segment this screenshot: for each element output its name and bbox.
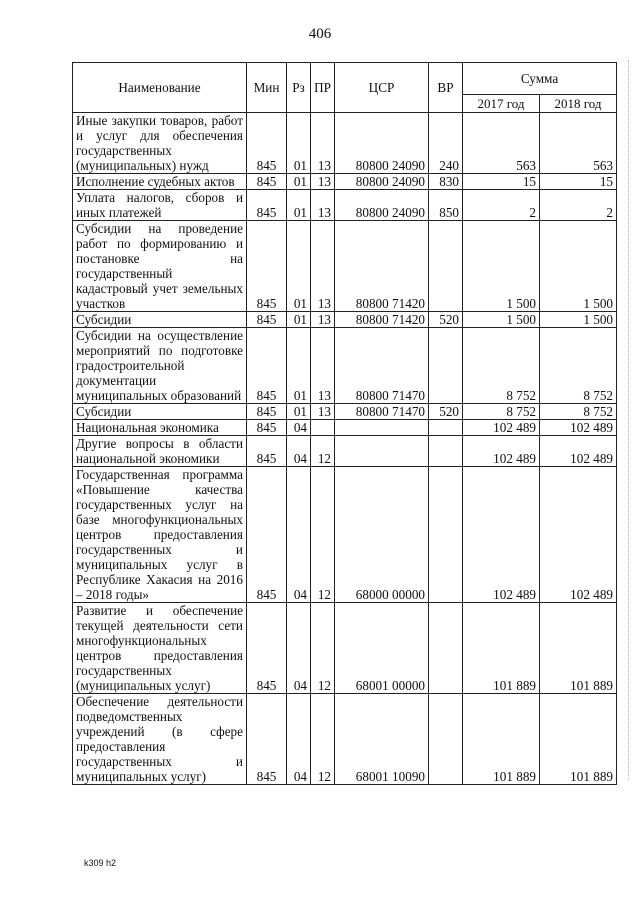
row-name: Развитие и обеспечение текущей деятельности сети многофункциональных центров предоставления государственных (муниципальных услуг): [73, 603, 247, 694]
row-sum-2018: 101 889: [540, 603, 617, 694]
row-name: Уплата налогов, сборов и иных платежей: [73, 190, 247, 221]
row-sum-2018: 2: [540, 190, 617, 221]
row-sum-2018: 102 489: [540, 467, 617, 603]
row-vr: [429, 694, 463, 785]
table-row: [73, 312, 617, 328]
row-sum-2017: 8 752: [463, 404, 540, 420]
row-csr: 80800 24090: [335, 174, 429, 190]
row-vr: [429, 467, 463, 603]
row-sum-2018: 8 752: [540, 328, 617, 404]
row-sum-2018: 102 489: [540, 420, 617, 436]
row-min: 845: [247, 312, 287, 328]
row-pr: 13: [311, 312, 335, 328]
row-pr: 13: [311, 404, 335, 420]
row-sum-2018: 101 889: [540, 694, 617, 785]
row-vr: 850: [429, 190, 463, 221]
row-rz: 01: [287, 113, 311, 174]
row-min: 845: [247, 113, 287, 174]
row-pr: 13: [311, 221, 335, 312]
row-min: 845: [247, 467, 287, 603]
row-vr: [429, 328, 463, 404]
table-body: [73, 113, 617, 785]
row-sum-2017: 8 752: [463, 328, 540, 404]
row-csr: 80800 71470: [335, 404, 429, 420]
table-row: [73, 420, 617, 436]
row-vr: [429, 420, 463, 436]
row-name: Субсидии на осуществление мероприятий по подготовке градостроительной документации муниципальных образований: [73, 328, 247, 404]
table-row: [73, 467, 617, 603]
row-pr: 13: [311, 328, 335, 404]
row-min: 845: [247, 694, 287, 785]
header-csr: ЦСР: [335, 63, 429, 113]
row-vr: [429, 221, 463, 312]
row-csr: 80800 24090: [335, 113, 429, 174]
header-vr: ВР: [429, 63, 463, 113]
table-row: [73, 436, 617, 467]
row-csr: 68001 00000: [335, 603, 429, 694]
row-name: Субсидии на проведение работ по формированию и постановке на государственный кадастровый учет земельных участков: [73, 221, 247, 312]
row-pr: [311, 420, 335, 436]
row-name: Обеспечение деятельности подведомственных учреждений (в сфере предоставления государственных и муниципальных услуг): [73, 694, 247, 785]
row-name: Государственная программа «Повышение качества государственных услуг на базе многофункциональных центров предоставления государственных и муниципальных услуг в Республике Хакасия на 2016 – 2018 годы»: [73, 467, 247, 603]
row-sum-2017: 102 489: [463, 467, 540, 603]
row-rz: 04: [287, 467, 311, 603]
row-rz: 01: [287, 174, 311, 190]
row-min: 845: [247, 404, 287, 420]
row-rz: 01: [287, 312, 311, 328]
row-pr: 12: [311, 694, 335, 785]
row-sum-2017: 2: [463, 190, 540, 221]
row-name: Другие вопросы в области национальной экономики: [73, 436, 247, 467]
row-sum-2018: 1 500: [540, 312, 617, 328]
row-name: Национальная экономика: [73, 420, 247, 436]
row-rz: 01: [287, 404, 311, 420]
table-row: [73, 404, 617, 420]
row-pr: 12: [311, 436, 335, 467]
page-edge-divider: [628, 60, 629, 780]
row-pr: 12: [311, 603, 335, 694]
row-csr: [335, 436, 429, 467]
table-row: [73, 694, 617, 785]
row-min: 845: [247, 328, 287, 404]
row-vr: 830: [429, 174, 463, 190]
row-vr: 520: [429, 404, 463, 420]
table-row: [73, 190, 617, 221]
row-sum-2018: 102 489: [540, 436, 617, 467]
row-sum-2017: 1 500: [463, 221, 540, 312]
header-name: Наименование: [73, 63, 247, 113]
row-rz: 04: [287, 436, 311, 467]
row-csr: 68001 10090: [335, 694, 429, 785]
row-vr: 240: [429, 113, 463, 174]
header-rz: Рз: [287, 63, 311, 113]
row-sum-2017: 1 500: [463, 312, 540, 328]
row-min: 845: [247, 174, 287, 190]
table-row: [73, 221, 617, 312]
row-rz: 01: [287, 221, 311, 312]
row-sum-2018: 563: [540, 113, 617, 174]
row-rz: 04: [287, 694, 311, 785]
row-min: 845: [247, 603, 287, 694]
row-sum-2018: 1 500: [540, 221, 617, 312]
row-min: 845: [247, 420, 287, 436]
row-csr: 80800 71420: [335, 312, 429, 328]
row-rz: 04: [287, 420, 311, 436]
row-name: Субсидии: [73, 404, 247, 420]
row-sum-2018: 8 752: [540, 404, 617, 420]
row-min: 845: [247, 190, 287, 221]
header-pr: ПР: [311, 63, 335, 113]
row-name: Иные закупки товаров, работ и услуг для обеспечения государственных (муниципальных) нужд: [73, 113, 247, 174]
table-row: [73, 328, 617, 404]
row-csr: [335, 420, 429, 436]
row-sum-2018: 15: [540, 174, 617, 190]
row-rz: 01: [287, 190, 311, 221]
row-sum-2017: 15: [463, 174, 540, 190]
table-row: [73, 174, 617, 190]
row-sum-2017: 102 489: [463, 420, 540, 436]
header-min: Мин: [247, 63, 287, 113]
row-vr: [429, 436, 463, 467]
row-min: 845: [247, 221, 287, 312]
row-sum-2017: 101 889: [463, 694, 540, 785]
header-year-2017: 2017 год: [463, 95, 540, 113]
table-row: [73, 603, 617, 694]
row-vr: [429, 603, 463, 694]
row-rz: 01: [287, 328, 311, 404]
header-sum: Сумма: [463, 63, 617, 95]
budget-table: [72, 62, 617, 785]
row-rz: 04: [287, 603, 311, 694]
table-row: [73, 113, 617, 174]
row-pr: 13: [311, 113, 335, 174]
row-sum-2017: 102 489: [463, 436, 540, 467]
row-sum-2017: 563: [463, 113, 540, 174]
row-pr: 13: [311, 190, 335, 221]
page-number: 406: [308, 26, 332, 42]
row-csr: 80800 71420: [335, 221, 429, 312]
row-csr: 80800 71470: [335, 328, 429, 404]
row-min: 845: [247, 436, 287, 467]
row-pr: 12: [311, 467, 335, 603]
header-year-2018: 2018 год: [540, 95, 617, 113]
row-name: Субсидии: [73, 312, 247, 328]
row-csr: 80800 24090: [335, 190, 429, 221]
row-name: Исполнение судебных актов: [73, 174, 247, 190]
row-csr: 68000 00000: [335, 467, 429, 603]
row-vr: 520: [429, 312, 463, 328]
row-sum-2017: 101 889: [463, 603, 540, 694]
row-pr: 13: [311, 174, 335, 190]
table-header: [73, 63, 617, 113]
footer-code: k309 h2: [84, 858, 117, 868]
